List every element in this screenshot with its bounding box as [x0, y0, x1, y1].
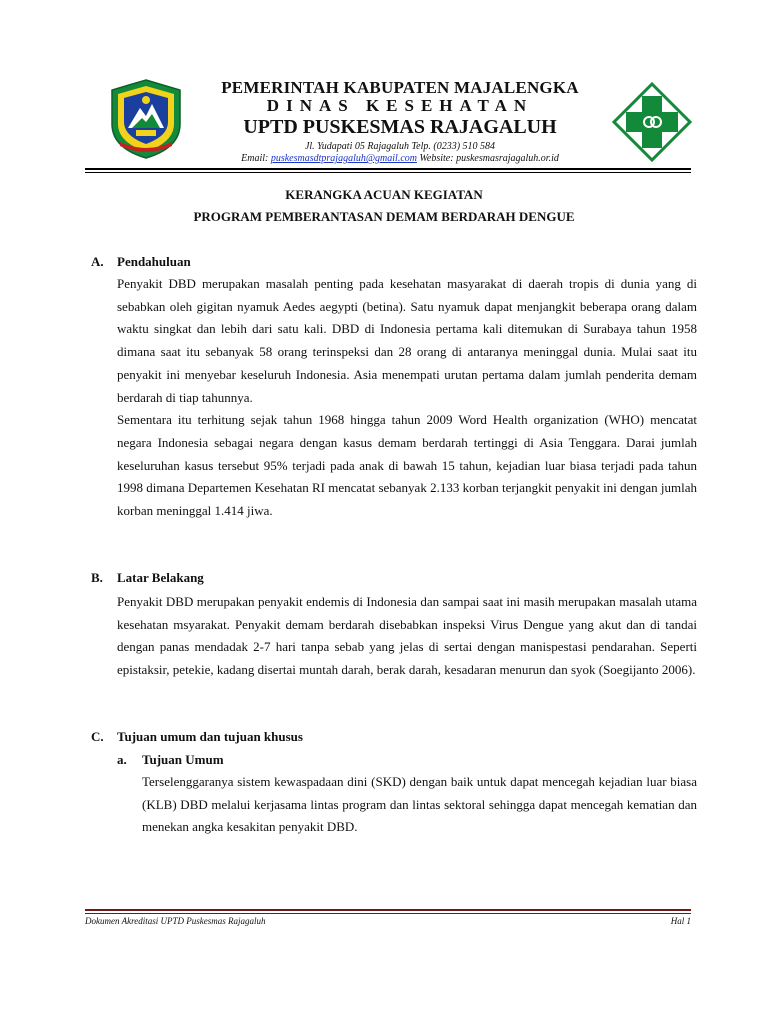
website-text: puskesmasrajagaluh.or.id — [456, 153, 559, 164]
footer-document-label: Dokumen Akreditasi UPTD Puskesmas Rajagaluh — [85, 916, 266, 926]
subsection-a-body — [142, 771, 697, 839]
email-link[interactable]: puskesmasdtprajagaluh@gmail.com — [270, 153, 417, 164]
footer-page-number: Hal 1 — [670, 916, 691, 926]
document-title: KERANGKA ACUAN KEGIATAN — [285, 187, 483, 202]
contact-line — [190, 153, 610, 164]
paragraph: Terselenggaranya sistem kewaspadaan dini (SKD) dengan baik untuk dapat mencegah kejadian luar biasa (KLB) DBD melalui kerjasama lintas program dan lintas sektoral sehingga dapat mencegah kematian dan menekan angka kesakitan penyakit DBD. — [142, 774, 697, 835]
paragraph: Sementara itu terhitung sejak tahun 1968 hingga tahun 2009 Word Health organization (WHO) mencatat negara Indonesia sebagai negara dengan kasus demam berdarah tertinggi di Asia Tenggara. Darai jumlah keseluruhan kasus tersebut 95% terjadi pada anak di bawah 15 tahun, kejadian luar biasa terjadi pada tahun 1998 dimana Departemen Kesehatan RI mencatat sebanyak 2.133 korban terjangkit penyakit ini dengan jumlah korban meninggal 1.414 jiwa. — [117, 412, 697, 519]
section-a-body — [117, 273, 697, 523]
section-a-heading: Pendahuluan — [117, 254, 191, 269]
puskesmas-cross-logo — [612, 82, 692, 162]
subsection-a-heading: Tujuan Umum — [142, 752, 224, 767]
government-name: PEMERINTAH KABUPATEN MAJALENGKA — [221, 78, 579, 97]
agency-name: DINAS KESEHATAN — [266, 96, 534, 115]
section-c-letter: C. — [91, 729, 104, 744]
paragraph: Penyakit DBD merupakan penyakit endemis di Indonesia dan sampai saat ini masih merupakan masalah utama kesehatan msyarakat. Penyakit demam berdarah disebabkan inspeksi Virus Dengue yang akut dan di tandai dengan panas mendadak 2-7 hari tanpa sebab yang jelas di sertai dengan manispestasi pendarahan. Seperti epistaksir, petekie, kadang disertai muntah darah, berak darah, kesadaran menurun dan syok (Soegijanto 2006). — [117, 594, 697, 678]
section-b-body — [117, 591, 697, 682]
footer-divider-thin — [85, 913, 691, 914]
majalengka-emblem-logo — [106, 78, 186, 160]
letterhead-divider-thick — [85, 168, 691, 170]
institution-name: UPTD PUSKESMAS RAJAGALUH — [243, 116, 557, 138]
footer-divider-thick — [85, 909, 691, 911]
website-label: Website: — [419, 153, 454, 164]
section-b-letter: B. — [91, 570, 103, 585]
address-line: Jl. Yudapati 05 Rajagaluh Telp. (0233) 510 584 — [304, 141, 496, 152]
subsection-a-letter: a. — [117, 752, 127, 767]
email-label: Email: — [241, 153, 269, 164]
document-subtitle: PROGRAM PEMBERANTASAN DEMAM BERDARAH DENGUE — [193, 209, 575, 224]
section-a-letter: A. — [91, 254, 104, 269]
section-c-heading: Tujuan umum dan tujuan khusus — [117, 729, 303, 744]
section-b-heading: Latar Belakang — [117, 570, 204, 585]
letterhead-divider-thin — [85, 172, 691, 173]
paragraph: Penyakit DBD merupakan masalah penting pada kesehatan masyarakat di daerah tropis di dunia yang di sebabkan oleh gigitan nyamuk Aedes aegypti (betina). Satu nyamuk dapat menjangkit beberapa orang dalam waktu singkat dan lebih dari satu kali. DBD di Indonesia pertama kali ditemukan di Surabaya tahun 1958 dimana saat itu sebanyak 58 orang terinspeksi dan 28 orang di antaranya meninggal dunia. Mulai saat itu penyakit ini menyebar keseluruh Indonesia. Asia menempati urutan pertama dalam jumlah penderita demam berdarah di tiap tahunnya. — [117, 276, 697, 405]
